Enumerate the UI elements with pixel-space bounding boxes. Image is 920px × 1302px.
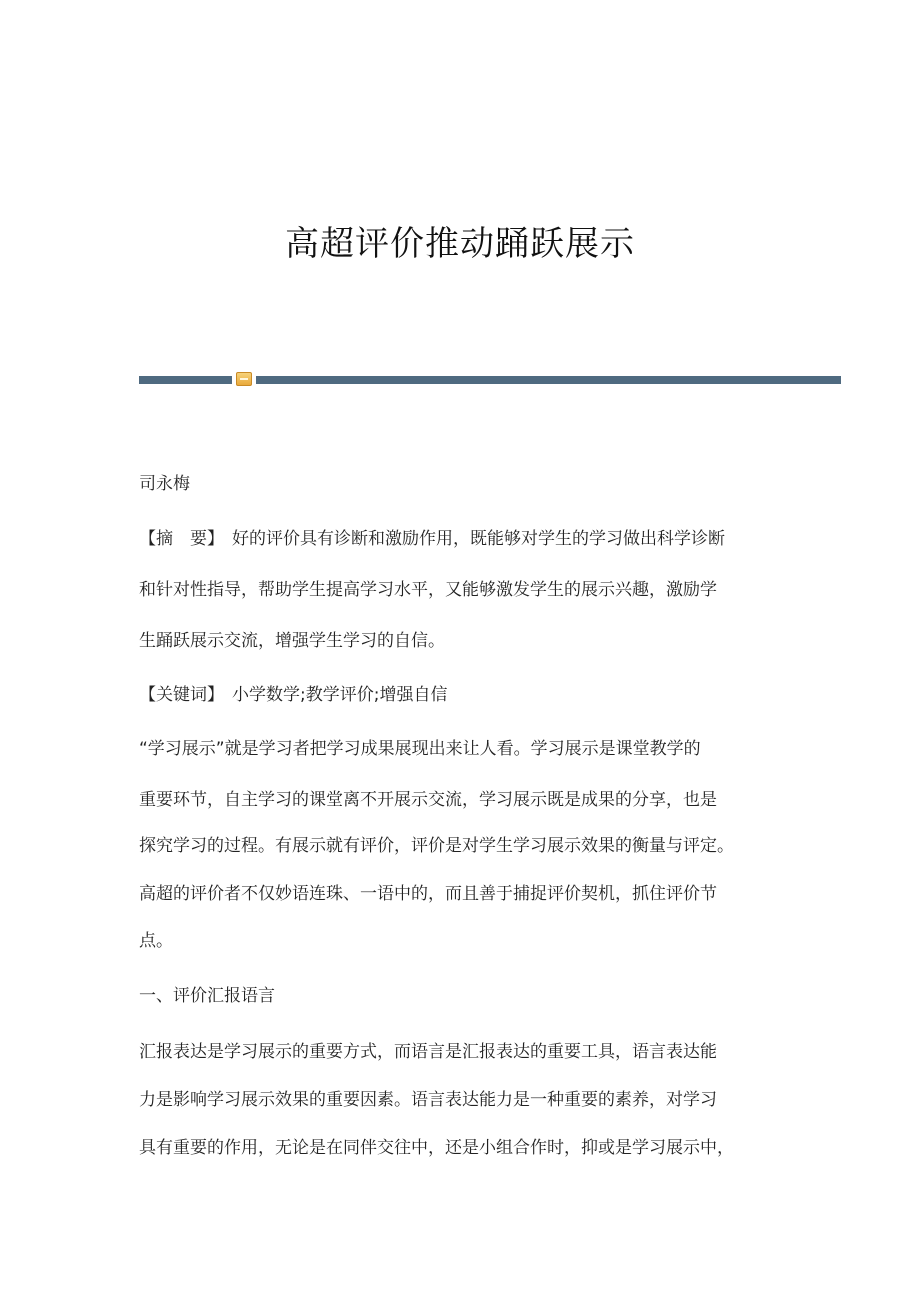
keywords-text: 小学数学;教学评价;增强自信 <box>232 685 448 705</box>
keywords-label: 【关键词】 <box>139 685 224 705</box>
intro-line-1: “学习展示”就是学习者把学习成果展现出来让人看。学习展示是课堂教学的 <box>139 739 701 759</box>
intro-line-4: 高超的评价者不仅妙语连珠、一语中的，而且善于捕捉评价契机，抓住评价节 <box>139 884 717 904</box>
section-line-3: 具有重要的作用，无论是在同伴交往中，还是小组合作时，抑或是学习展示中， <box>139 1138 734 1158</box>
divider-ornament-icon <box>236 372 252 386</box>
abstract-line-2: 和针对性指导，帮助学生提高学习水平，又能够激发学生的展示兴趣，激励学 <box>139 580 717 600</box>
keywords-line <box>139 684 447 706</box>
abstract-line-3: 生踊跃展示交流，增强学生学习的自信。 <box>139 631 445 651</box>
intro-line-3: 探究学习的过程。有展示就有评价，评价是对学生学习展示效果的衡量与评定。 <box>139 836 734 856</box>
title-divider-right <box>256 376 841 384</box>
document-title: 高超评价推动踊跃展示 <box>285 224 635 264</box>
section-line-2: 力是影响学习展示效果的重要因素。语言表达能力是一种重要的素养，对学习 <box>139 1090 717 1110</box>
title-divider-left <box>139 376 232 384</box>
intro-line-2: 重要环节，自主学习的课堂离不开展示交流，学习展示既是成果的分享，也是 <box>139 790 717 810</box>
author-name: 司永梅 <box>139 474 190 494</box>
abstract-label: 【摘 要】 <box>139 529 224 549</box>
section-line-1: 汇报表达是学习展示的重要方式，而语言是汇报表达的重要工具，语言表达能 <box>139 1042 717 1062</box>
section-heading: 一、评价汇报语言 <box>139 986 275 1006</box>
abstract-text: 好的评价具有诊断和激励作用，既能够对学生的学习做出科学诊断 <box>232 529 725 549</box>
intro-line-5: 点。 <box>139 931 173 951</box>
abstract-line-1 <box>139 528 725 550</box>
